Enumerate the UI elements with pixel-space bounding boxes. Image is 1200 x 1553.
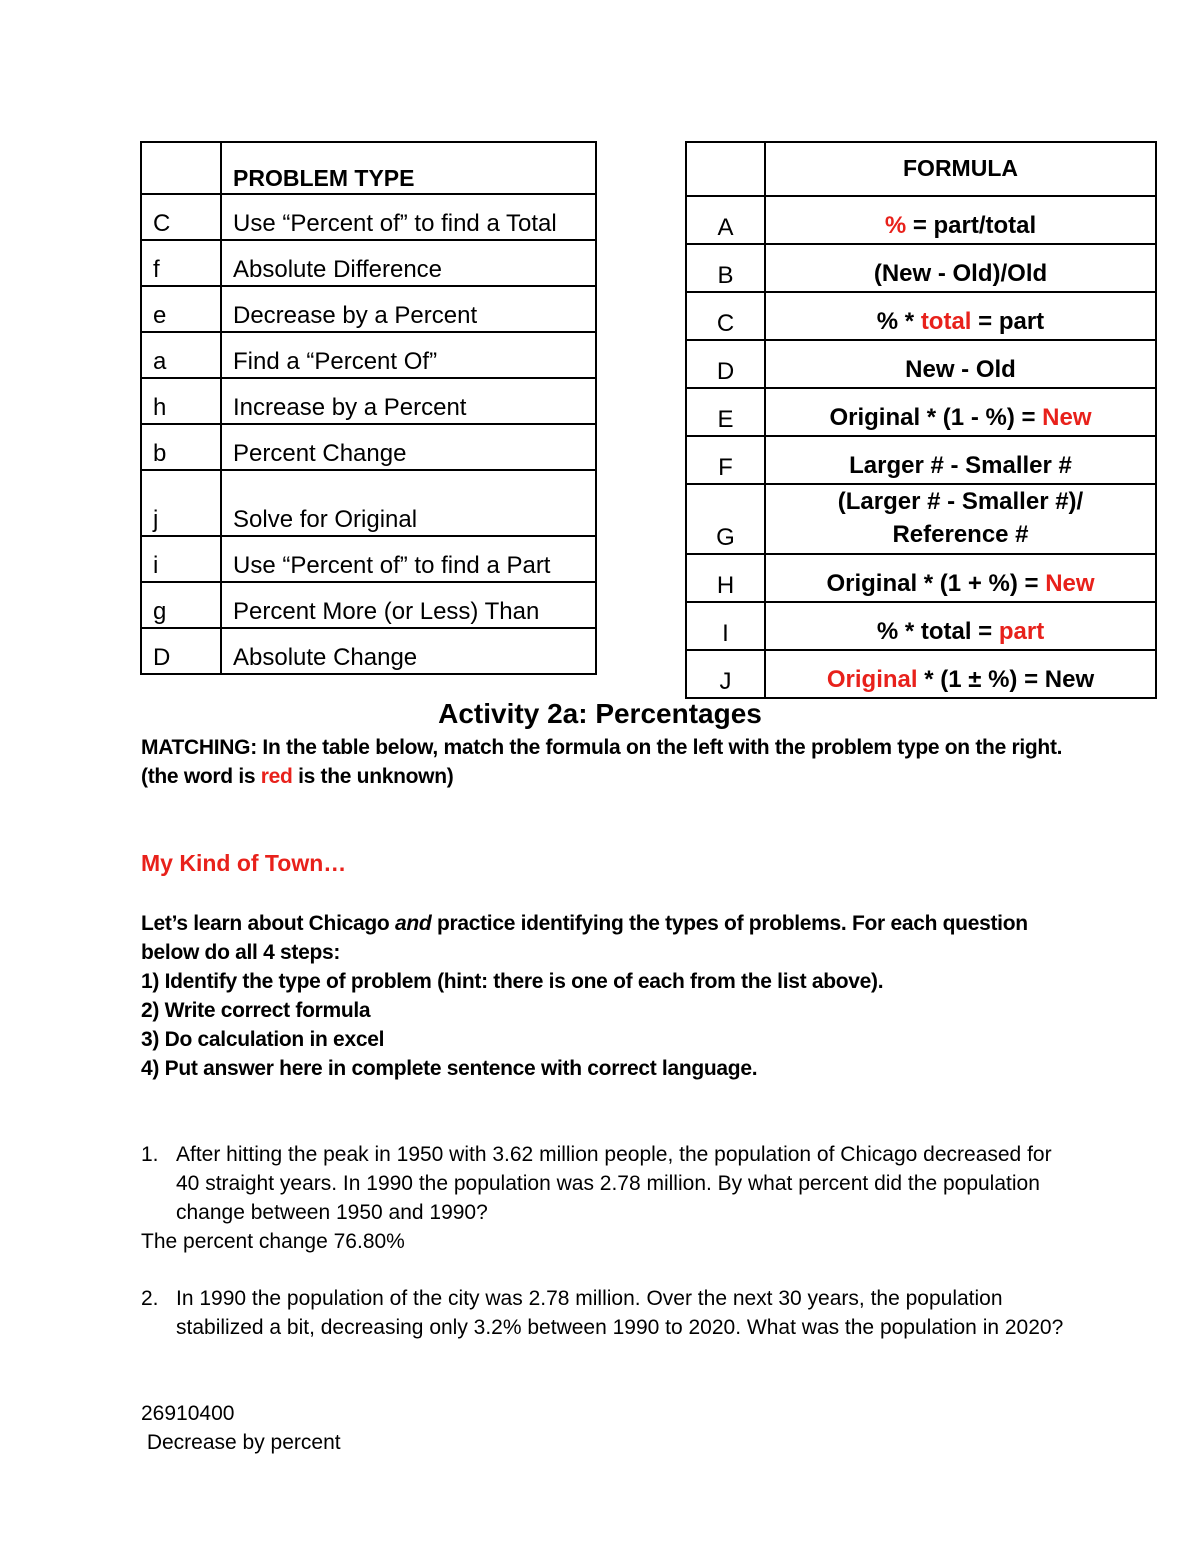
answer-letter: C: [141, 194, 221, 240]
problem-type-header-row: [141, 142, 596, 194]
matching-text-end: is the unknown): [292, 765, 454, 788]
formula-text: [765, 484, 1156, 554]
problem-type-text: Percent More (or Less) Than: [221, 582, 596, 628]
question-text: After hitting the peak in 1950 with 3.62 million people, the population of Chicago decreased for 40 straight years. In 1990 the population was 2.78 million. By what percent did the population change between 1950 and 1990?: [176, 1143, 1052, 1224]
formula-letter: B: [686, 244, 765, 292]
problem-type-text: Percent Change: [221, 424, 596, 470]
matching-instructions: [141, 733, 1071, 791]
problem-type-text: Absolute Difference: [221, 240, 596, 286]
answer-2-type: Decrease by percent: [141, 1431, 341, 1454]
problem-type-row: [141, 378, 596, 424]
problem-type-text: Use “Percent of” to find a Total: [221, 194, 596, 240]
formula-text: [765, 650, 1156, 698]
problem-type-text: Absolute Change: [221, 628, 596, 674]
problem-type-header: PROBLEM TYPE: [221, 142, 596, 194]
formula-text: (New - Old)/Old: [765, 244, 1156, 292]
answer-letter: h: [141, 378, 221, 424]
answer-letter: g: [141, 582, 221, 628]
problem-type-row: [141, 194, 596, 240]
problem-type-row: [141, 332, 596, 378]
page-title: Activity 2a: Percentages: [438, 698, 762, 729]
problem-type-row: [141, 424, 596, 470]
problem-type-text: Find a “Percent Of”: [221, 332, 596, 378]
step-item: 3) Do calculation in excel: [141, 1028, 385, 1051]
formula-part: Original * (1 + %) =: [826, 570, 1046, 597]
formula-letter: E: [686, 388, 765, 436]
formula-row: [686, 292, 1156, 340]
problem-type-row: [141, 470, 596, 536]
answer-letter: a: [141, 332, 221, 378]
formula-letter: H: [686, 554, 765, 602]
formula-row: [686, 244, 1156, 292]
formula-part: * (1 ± %) = New: [917, 666, 1095, 693]
answer-1: The percent change 76.80%: [141, 1230, 405, 1253]
question-number: 2.: [141, 1287, 159, 1310]
step-item: 1) Identify the type of problem (hint: there is one of each from the list above).: [141, 970, 884, 993]
unknown-term: %: [884, 212, 907, 239]
intro-text: [141, 909, 1071, 967]
unknown-term: New: [1042, 404, 1092, 431]
problem-type-table: [140, 141, 597, 675]
intro-part: Let’s learn about Chicago: [141, 912, 395, 935]
formula-row: [686, 196, 1156, 244]
intro-italic: and: [394, 912, 432, 935]
formula-text: New - Old: [765, 340, 1156, 388]
answer-letter: j: [141, 470, 221, 536]
problem-type-row: [141, 536, 596, 582]
unknown-term: total: [920, 308, 972, 335]
answer-letter: f: [141, 240, 221, 286]
formula-header-row: [686, 142, 1156, 196]
matching-red-word: red: [260, 765, 293, 788]
question-number: 1.: [141, 1143, 159, 1166]
formula-part: Original * (1 - %) =: [829, 404, 1043, 431]
formula-text: [765, 602, 1156, 650]
step-item: 4) Put answer here in complete sentence with correct language.: [141, 1057, 758, 1080]
answer-letter: i: [141, 536, 221, 582]
formula-part: % *: [876, 308, 921, 335]
problem-type-text: Solve for Original: [221, 470, 596, 536]
header-blank-cell: [686, 142, 765, 196]
answer-letter: D: [141, 628, 221, 674]
formula-row: [686, 650, 1156, 698]
formula-text: [765, 388, 1156, 436]
formula-text: [765, 292, 1156, 340]
formula-letter: C: [686, 292, 765, 340]
formula-letter: D: [686, 340, 765, 388]
unknown-term: part: [998, 618, 1045, 645]
formula-part: = part: [971, 308, 1045, 335]
formula-row: [686, 554, 1156, 602]
answer-letter: e: [141, 286, 221, 332]
formula-letter: F: [686, 436, 765, 484]
question-text: In 1990 the population of the city was 2.78 million. Over the next 30 years, the population stabilized a bit, decreasing only 3.2% between 1990 to 2020. What was the population in 2020?: [176, 1287, 1064, 1339]
problem-type-text: Decrease by a Percent: [221, 286, 596, 332]
formula-text: Larger # - Smaller #: [765, 436, 1156, 484]
problem-type-row: [141, 582, 596, 628]
formula-text: [765, 554, 1156, 602]
formula-letter: J: [686, 650, 765, 698]
formula-line: (Larger # - Smaller #)/: [837, 488, 1084, 515]
formula-header: FORMULA: [765, 142, 1156, 196]
formula-text: [765, 196, 1156, 244]
problem-type-row: [141, 240, 596, 286]
question-1: [141, 1140, 1071, 1227]
steps-list: [141, 967, 1071, 1083]
formula-row: [686, 602, 1156, 650]
unknown-term: New: [1045, 570, 1095, 597]
formula-row: [686, 484, 1156, 554]
step-item: 2) Write correct formula: [141, 999, 371, 1022]
intro-block: [141, 909, 1071, 1083]
formula-letter: A: [686, 196, 765, 244]
formula-row: [686, 388, 1156, 436]
formula-row: [686, 436, 1156, 484]
unknown-term: Original: [826, 666, 918, 693]
question-2: [141, 1284, 1071, 1342]
formula-line: Reference #: [892, 521, 1029, 548]
formula-part: = part/total: [906, 212, 1037, 239]
answer-letter: b: [141, 424, 221, 470]
intro-part: practice identifying the types of problems. For each question below do all 4 steps:: [141, 912, 1028, 964]
formula-letter: I: [686, 602, 765, 650]
problem-type-text: Increase by a Percent: [221, 378, 596, 424]
header-blank-cell: [141, 142, 221, 194]
problem-type-text: Use “Percent of” to find a Part: [221, 536, 596, 582]
answer-2-value: 26910400: [141, 1402, 235, 1425]
section-subtitle: My Kind of Town…: [141, 850, 347, 876]
formula-letter: G: [686, 484, 765, 554]
formula-table: [685, 141, 1157, 699]
matching-text: MATCHING: In the table below, match the formula on the left with the problem type on the right. (the word is: [141, 736, 1063, 788]
formula-part: % * total =: [876, 618, 999, 645]
formula-row: [686, 340, 1156, 388]
problem-type-row: [141, 628, 596, 674]
problem-type-row: [141, 286, 596, 332]
